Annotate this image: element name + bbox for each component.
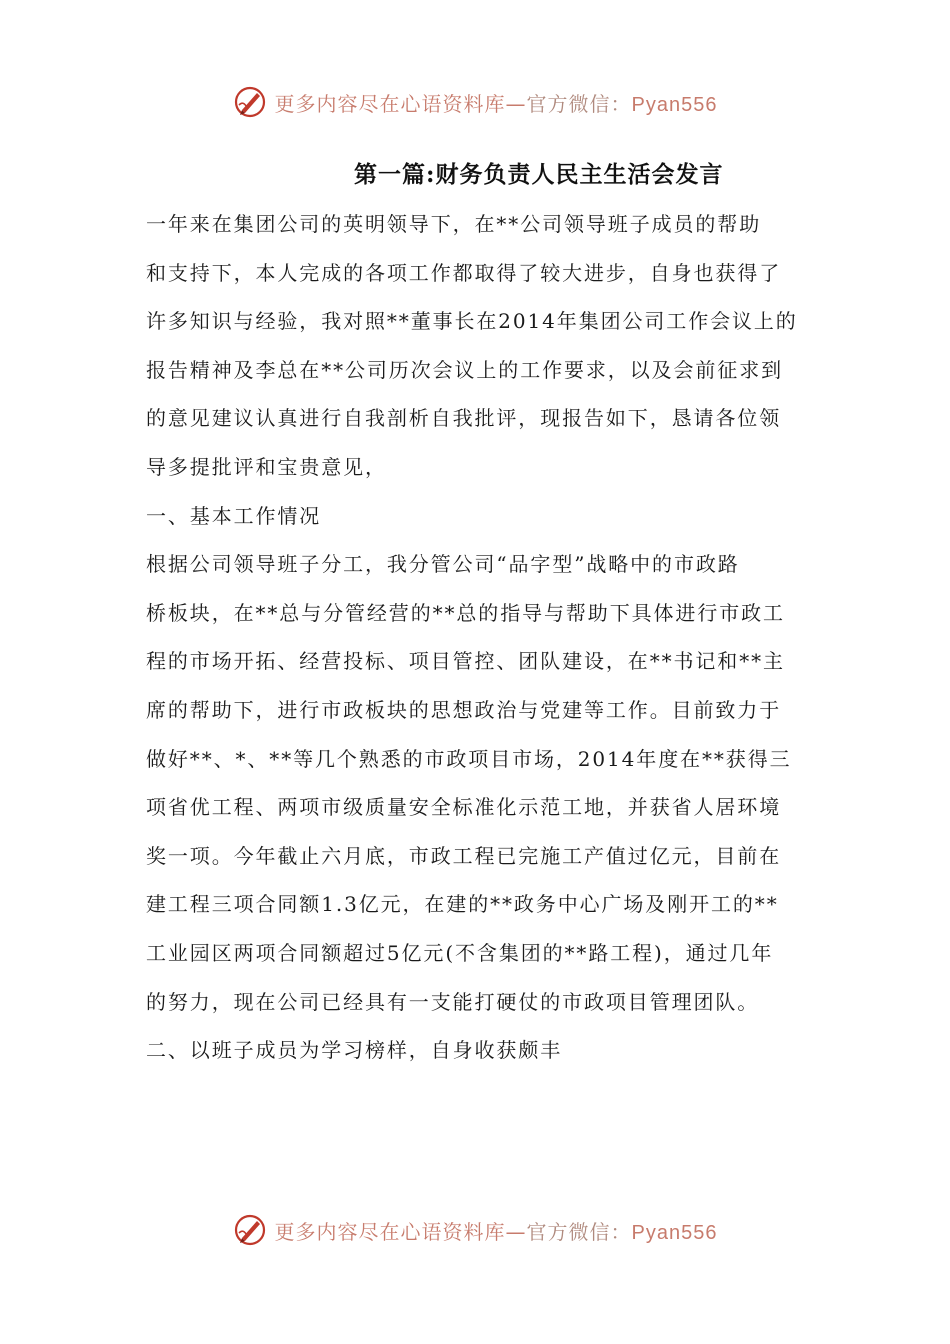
- text-line: 奖一项。今年截止六月底，市政工程已完施工产值过亿元，目前在: [146, 843, 782, 868]
- text-line: 项省优工程、两项市级质量安全标准化示范工地，并获省人居环境: [146, 795, 782, 820]
- banner-main-text: 更多内容尽在心语资料库—: [274, 91, 527, 116]
- banner-wechat-label: 官方微信：: [526, 1219, 632, 1244]
- text-line: 一年来在集团公司的英明领导下，在**公司领导班子成员的帮助: [146, 212, 762, 236]
- text-line: 建工程三项合同额1.3亿元，在建的**政务中心广场及刚开工的**: [146, 892, 779, 917]
- text-line: 和支持下，本人完成的各项工作都取得了较大进步，自身也获得了: [146, 260, 782, 285]
- text-line: 的努力，现在公司已经具有一支能打硬仗的市政项目管理团队。: [146, 989, 760, 1014]
- banner-wechat-id: Pyan556: [631, 1221, 718, 1244]
- text-line: 的意见建议认真进行自我剖析自我批评，现报告如下，恳请各位领: [146, 406, 782, 431]
- text-line: 做好**、*、**等几个熟悉的市政项目市场，2014年度在**获得三: [146, 746, 792, 771]
- banner-main-text: 更多内容尽在心语资料库—: [274, 1219, 527, 1244]
- header-banner: [0, 82, 950, 122]
- section-heading: 一、基本工作情况: [146, 503, 322, 528]
- document-title: 第一篇:财务负责人民主生活会发言: [354, 161, 724, 188]
- text-line: 工业园区两项合同额超过5亿元(不含集团的**路工程)，通过几年: [146, 940, 774, 965]
- pen-logo-icon: [233, 85, 267, 119]
- text-line: 导多提批评和宝贵意见，: [146, 454, 387, 479]
- text-line: 许多知识与经验，我对照**董事长在2014年集团公司工作会议上的: [146, 309, 798, 334]
- text-line: 席的帮助下，进行市政板块的思想政治与党建等工作。目前致力于: [146, 697, 782, 722]
- pen-logo-icon: [233, 1213, 267, 1247]
- text-line: 程的市场开拓、经营投标、项目管控、团队建设，在**书记和**主: [146, 649, 785, 674]
- text-line: 报告精神及李总在**公司历次会议上的工作要求，以及会前征求到: [146, 357, 783, 382]
- text-line: 桥板块，在**总与分管经营的**总的指导与帮助下具体进行市政工: [146, 600, 785, 625]
- banner-text: [275, 1216, 718, 1245]
- banner-wechat-id: Pyan556: [631, 93, 718, 116]
- section-heading: 二、以班子成员为学习榜样，自身收获颇丰: [146, 1038, 563, 1063]
- document-body: [146, 204, 806, 1079]
- banner-text: [275, 88, 718, 117]
- footer-banner: [0, 1210, 950, 1250]
- banner-wechat-label: 官方微信：: [526, 91, 632, 116]
- text-line: 根据公司领导班子分工，我分管公司“品字型”战略中的市政路: [146, 552, 740, 577]
